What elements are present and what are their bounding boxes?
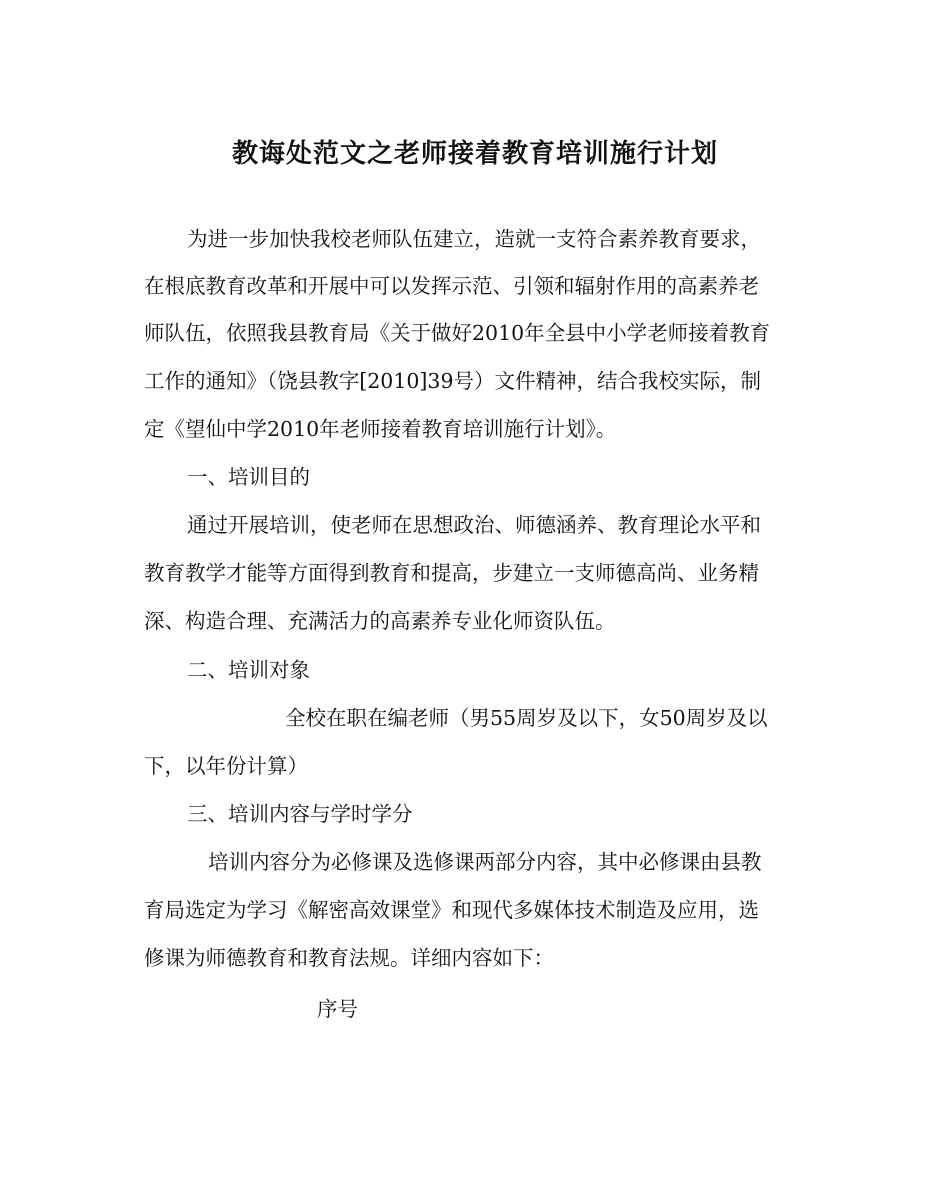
- section-heading-target: 二、培训对象: [187, 658, 310, 682]
- paragraph-3-line-1: 全校在职在编老师（男55周岁及以下，女50周岁及以: [285, 706, 768, 730]
- paragraph-2-line-1: 通过开展培训，使老师在思想政治、师德涵养、教育理论水平和: [187, 513, 761, 537]
- paragraph-1-line-1: 为进一步加快我校老师队伍建立，造就一支符合素养教育要求，: [187, 227, 761, 251]
- document-title: 教诲处范文之老师接着教育培训施行计划: [231, 139, 718, 169]
- table-header-serial: 序号: [317, 997, 358, 1021]
- paragraph-4-line-1: 培训内容分为必修课及选修课两部分内容，其中必修课由县教: [208, 850, 762, 874]
- paragraph-3-line-2: 下，以年份计算）: [144, 754, 308, 778]
- paragraph-2-line-3: 深、构造合理、充满活力的高素养专业化师资队伍。: [144, 609, 616, 633]
- paragraph-1-line-3: 师队伍，依照我县教育局《关于做好2010年全县中小学老师接着教育: [144, 321, 771, 345]
- paragraph-2-line-2: 教育教学才能等方面得到教育和提高，步建立一支师德高尚、业务精: [144, 561, 759, 585]
- section-heading-content: 三、培训内容与学时学分: [187, 802, 413, 826]
- section-heading-goal: 一、培训目的: [187, 465, 310, 489]
- paragraph-1-line-5: 定《望仙中学2010年老师接着教育培训施行计划》。: [144, 417, 617, 441]
- paragraph-4-line-3: 修课为师德教育和教育法规。详细内容如下：: [144, 946, 554, 970]
- paragraph-4-line-2: 育局选定为学习《解密高效课堂》和现代多媒体技术制造及应用，选: [144, 898, 759, 922]
- paragraph-1-line-2: 在根底教育改革和开展中可以发挥示范、引领和辐射作用的高素养老: [144, 274, 759, 298]
- paragraph-1-line-4: 工作的通知》（饶县教字[2010]39号）文件精神，结合我校实际，制: [144, 369, 762, 393]
